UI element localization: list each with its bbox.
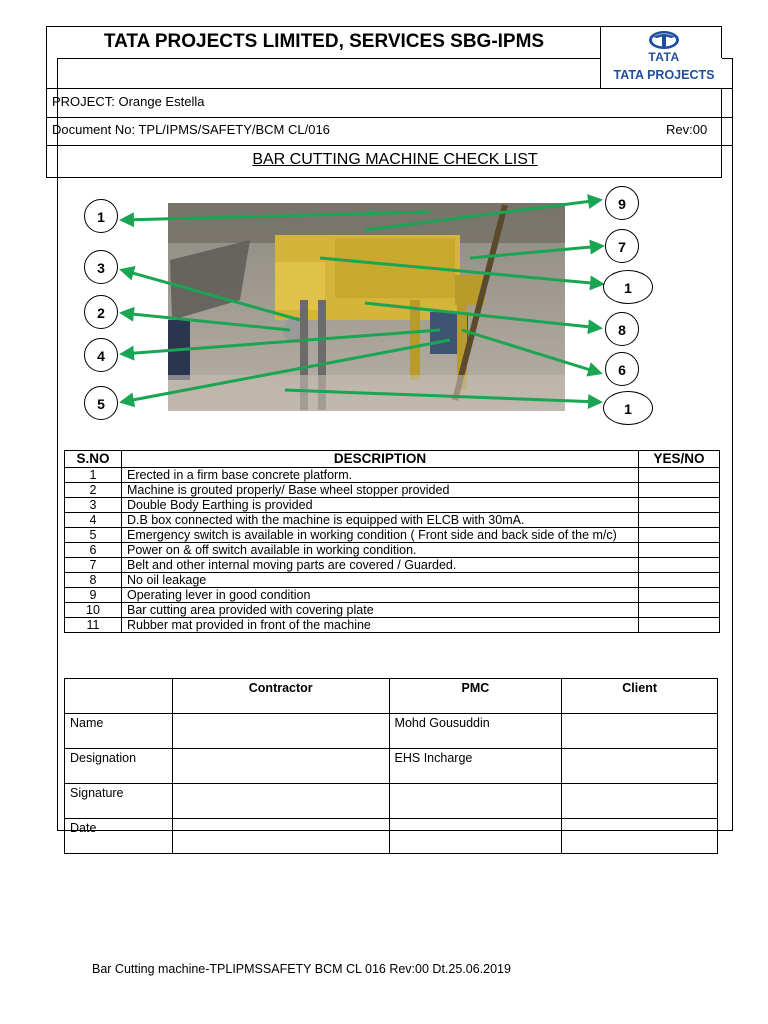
callout-right-7 bbox=[605, 229, 639, 263]
row-yes-no-cell[interactable] bbox=[639, 603, 720, 618]
table-row bbox=[65, 543, 720, 558]
document-number: Document No: TPL/IPMS/SAFETY/BCM CL/016 bbox=[52, 122, 330, 137]
signoff-header-client: Client bbox=[562, 679, 718, 714]
signoff-row-date bbox=[65, 819, 718, 854]
row-description: Belt and other internal moving parts are covered / Guarded. bbox=[122, 558, 639, 573]
signoff-table bbox=[64, 678, 718, 854]
callout-label: 5 bbox=[97, 396, 105, 412]
row-description: D.B box connected with the machine is equipped with ELCB with 30mA. bbox=[122, 513, 639, 528]
row-sno: 2 bbox=[65, 483, 122, 498]
logo-line: TATA PROJECTS bbox=[613, 68, 715, 82]
signoff-client-cell[interactable] bbox=[562, 784, 718, 819]
row-sno: 3 bbox=[65, 498, 122, 513]
row-sno: 7 bbox=[65, 558, 122, 573]
signoff-pmc-cell[interactable] bbox=[389, 784, 562, 819]
row-yes-no-cell[interactable] bbox=[639, 588, 720, 603]
signoff-contractor-cell[interactable] bbox=[172, 819, 389, 854]
header-yes-no: YES/NO bbox=[639, 451, 720, 468]
signoff-row-signature bbox=[65, 784, 718, 819]
row-yes-no-cell[interactable] bbox=[639, 468, 720, 483]
callout-left-5 bbox=[84, 386, 118, 420]
signoff-row-name bbox=[65, 714, 718, 749]
callout-left-2 bbox=[84, 295, 118, 329]
row-yes-no-cell[interactable] bbox=[639, 528, 720, 543]
row-description: No oil leakage bbox=[122, 573, 639, 588]
header-description: DESCRIPTION bbox=[122, 451, 639, 468]
callout-left-1 bbox=[84, 199, 118, 233]
table-row bbox=[65, 618, 720, 633]
signoff-header-contractor: Contractor bbox=[172, 679, 389, 714]
row-sno: 6 bbox=[65, 543, 122, 558]
signoff-client-cell[interactable] bbox=[562, 819, 718, 854]
signoff-client-cell[interactable] bbox=[562, 749, 718, 784]
row-description: Double Body Earthing is provided bbox=[122, 498, 639, 513]
logo-word: TATA bbox=[648, 50, 680, 64]
row-sno: 4 bbox=[65, 513, 122, 528]
signoff-client-cell[interactable] bbox=[562, 714, 718, 749]
callout-right-8 bbox=[605, 312, 639, 346]
row-sno: 11 bbox=[65, 618, 122, 633]
row-description: Bar cutting area provided with covering plate bbox=[122, 603, 639, 618]
callout-right-9 bbox=[605, 186, 639, 220]
callout-label: 2 bbox=[97, 305, 105, 321]
callout-label: 9 bbox=[618, 196, 626, 212]
row-yes-no-cell[interactable] bbox=[639, 618, 720, 633]
row-yes-no-cell[interactable] bbox=[639, 483, 720, 498]
document-title: BAR CUTTING MACHINE CHECK LIST bbox=[252, 151, 538, 168]
callout-right-6 bbox=[605, 352, 639, 386]
signoff-contractor-cell[interactable] bbox=[172, 749, 389, 784]
row-yes-no-cell[interactable] bbox=[639, 543, 720, 558]
signoff-label: Date bbox=[65, 819, 173, 854]
project-label: PROJECT: Orange Estella bbox=[52, 94, 205, 109]
row-yes-no-cell[interactable] bbox=[639, 558, 720, 573]
row-description: Rubber mat provided in front of the machine bbox=[122, 618, 639, 633]
signoff-pmc-cell[interactable] bbox=[389, 819, 562, 854]
row-sno: 5 bbox=[65, 528, 122, 543]
callout-label: 4 bbox=[97, 348, 105, 364]
signoff-pmc-cell[interactable]: EHS Incharge bbox=[389, 749, 562, 784]
header-sno: S.NO bbox=[65, 451, 122, 468]
signoff-contractor-cell[interactable] bbox=[172, 784, 389, 819]
row-yes-no-cell[interactable] bbox=[639, 498, 720, 513]
table-row bbox=[65, 573, 720, 588]
checklist-table bbox=[64, 450, 720, 633]
signoff-header-blank bbox=[65, 679, 173, 714]
table-row bbox=[65, 603, 720, 618]
row-description: Operating lever in good condition bbox=[122, 588, 639, 603]
row-sno: 1 bbox=[65, 468, 122, 483]
row-description: Power on & off switch available in working condition. bbox=[122, 543, 639, 558]
callout-left-3 bbox=[84, 250, 118, 284]
signoff-contractor-cell[interactable] bbox=[172, 714, 389, 749]
table-row bbox=[65, 498, 720, 513]
callout-right-1 bbox=[603, 270, 653, 304]
table-row bbox=[65, 528, 720, 543]
callout-right-1-bottom bbox=[603, 391, 653, 425]
signoff-label: Designation bbox=[65, 749, 173, 784]
table-row bbox=[65, 558, 720, 573]
table-row bbox=[65, 513, 720, 528]
callout-label: 8 bbox=[618, 322, 626, 338]
table-row bbox=[65, 588, 720, 603]
company-title: TATA PROJECTS LIMITED, SERVICES SBG-IPMS bbox=[103, 31, 545, 52]
callout-label: 1 bbox=[97, 209, 105, 225]
callout-label: 1 bbox=[624, 280, 632, 296]
row-sno: 9 bbox=[65, 588, 122, 603]
signoff-row-designation bbox=[65, 749, 718, 784]
checklist-header-row bbox=[65, 451, 720, 468]
row-yes-no-cell[interactable] bbox=[639, 513, 720, 528]
row-yes-no-cell[interactable] bbox=[639, 573, 720, 588]
signoff-header-row bbox=[65, 679, 718, 714]
table-row bbox=[65, 468, 720, 483]
table-row bbox=[65, 483, 720, 498]
callout-label: 7 bbox=[618, 239, 626, 255]
row-description: Emergency switch is available in working condition ( Front side and back side of the m/c) bbox=[122, 528, 639, 543]
signoff-header-pmc: PMC bbox=[389, 679, 562, 714]
signoff-label: Signature bbox=[65, 784, 173, 819]
callout-label: 1 bbox=[624, 401, 632, 417]
row-description: Erected in a firm base concrete platform. bbox=[122, 468, 639, 483]
callout-label: 3 bbox=[97, 260, 105, 276]
revision: Rev:00 bbox=[666, 122, 708, 137]
row-sno: 8 bbox=[65, 573, 122, 588]
page-footer: Bar Cutting machine-TPLIPMSSAFETY BCM CL 016 Rev:00 Dt.25.06.2019 bbox=[92, 962, 511, 976]
row-sno: 10 bbox=[65, 603, 122, 618]
row-description: Machine is grouted properly/ Base wheel stopper provided bbox=[122, 483, 639, 498]
signoff-pmc-cell[interactable]: Mohd Gousuddin bbox=[389, 714, 562, 749]
callout-label: 6 bbox=[618, 362, 626, 378]
signoff-label: Name bbox=[65, 714, 173, 749]
callout-left-4 bbox=[84, 338, 118, 372]
